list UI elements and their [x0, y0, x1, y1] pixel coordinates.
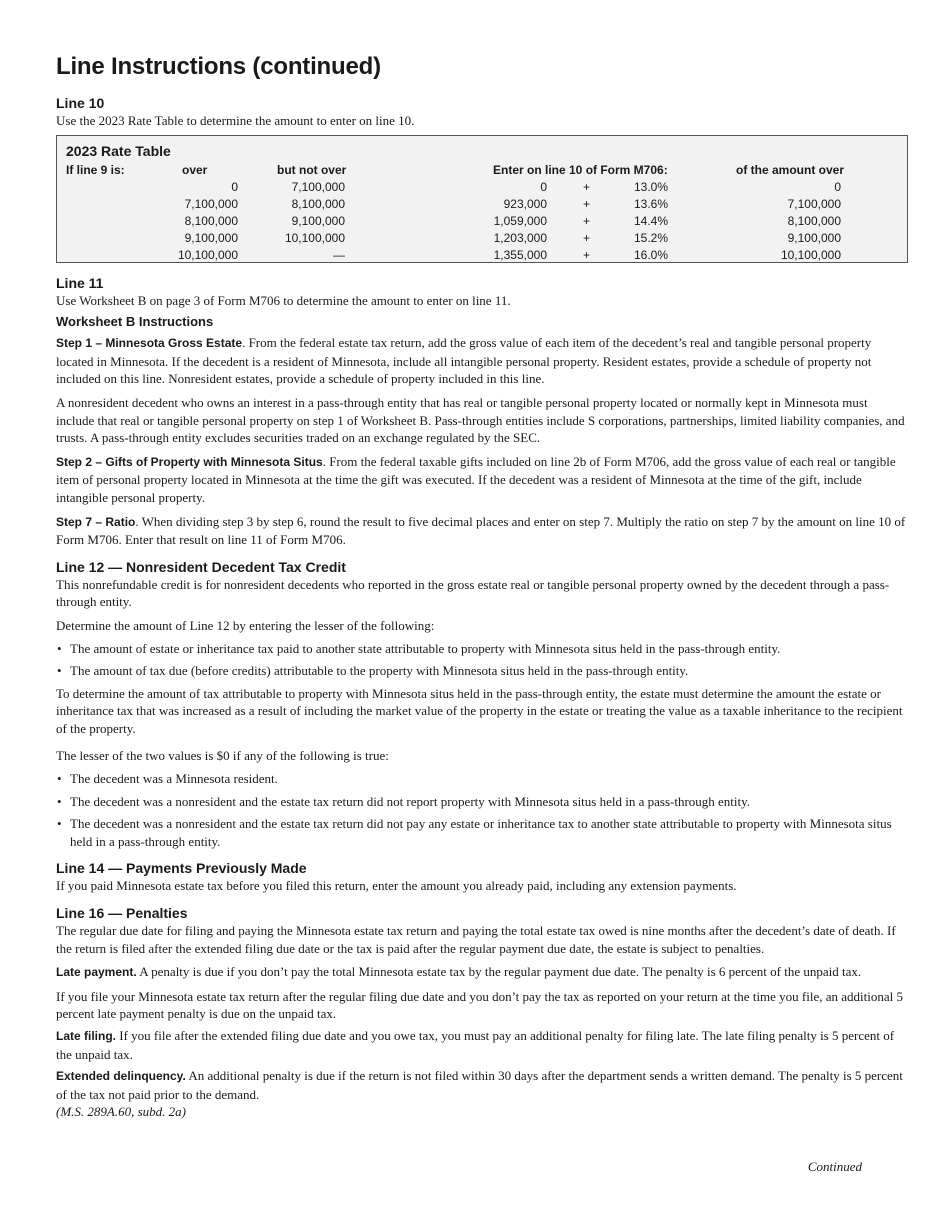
- table-row: [66, 179, 886, 196]
- line-16-intro: The regular due date for filing and paying the Minnesota estate tax return and paying the total estate tax owed is nine months after the decedent’s date of death. If the return is filed after the extended filing due date or the tax is paid after the regular payment due date, the estate is subject to penalties.: [56, 923, 896, 956]
- document-page: [56, 50, 908, 1121]
- table-row: [66, 213, 886, 230]
- line-10-heading: Line 10: [56, 95, 105, 111]
- header-enter: Enter on line 10 of Form M706:: [493, 162, 668, 177]
- cell-amount-over: 7,100,000: [787, 196, 841, 211]
- extended-delinquency-paragraph: [56, 1067, 908, 1103]
- step-2-text: . From the federal taxable gifts included on line 2b of Form M706, add the gross value of each real or tangible item of personal property located in Minnesota at the time the gift was executed. If the decedent was a resident of Minnesota at the time of the gift, include intangible personal property.: [56, 453, 896, 505]
- list-item: • The amount of tax due (before credits) attributable to the property with Minnesota situs held in the pass-through entity.: [56, 662, 908, 680]
- cell-over: 8,100,000: [184, 213, 238, 228]
- cell-rate: 13.0%: [633, 179, 668, 194]
- rate-table: [66, 162, 886, 264]
- step-2-lead: Step 2 – Gifts of Property with Minnesota Situs: [56, 454, 323, 469]
- cell-plus: +: [583, 247, 591, 262]
- cell-plus: +: [583, 213, 591, 228]
- cell-amount-over: 10,100,000: [780, 247, 841, 262]
- cell-but-not-over: 10,100,000: [284, 230, 345, 245]
- cell-rate: 16.0%: [633, 247, 668, 262]
- list-item: • The amount of estate or inheritance tax paid to another state attributable to property with Minnesota situs held in the pass-through entity.: [56, 640, 908, 658]
- line-11-text: Use Worksheet B on page 3 of Form M706 to determine the amount to enter on line 11.: [56, 292, 511, 308]
- cell-rate: 14.4%: [633, 213, 668, 228]
- cell-plus: +: [583, 179, 591, 194]
- table-row: [66, 230, 886, 247]
- line-16-section: [56, 905, 908, 1121]
- lesser-of-list: [56, 640, 908, 680]
- rate-table-box: [56, 135, 908, 263]
- cell-rate: 13.6%: [633, 196, 668, 211]
- header-but-not-over: but not over: [277, 162, 347, 177]
- step-1-paragraph: [56, 334, 908, 388]
- line-11-heading: Line 11: [56, 274, 104, 291]
- line-12-section: [56, 559, 908, 851]
- page-title: Line Instructions (continued): [56, 53, 381, 80]
- table-row: [66, 247, 886, 264]
- cell-but-not-over: 7,100,000: [291, 179, 345, 194]
- cell-amount-over: 8,100,000: [787, 213, 841, 228]
- line-11-section: [56, 275, 908, 549]
- step-1-text: . From the federal estate tax return, add the gross value of each item of the decedent’s real and tangible personal property located in Minnesota. If the decedent is a resident of Minnesota, include all intangible personal property. Resident estates, provide a schedule of property not included on this line. Nonresident estates, provide a schedule of property included in this line.: [56, 335, 872, 387]
- cell-amount-over: 0: [834, 179, 841, 194]
- pass-through-paragraph: A nonresident decedent who owns an interest in a pass-through entity that has real or tangible personal property located or normally kept in Minnesota must include that real or tangible personal property on step 1 of Worksheet B. Pass-through entities include S corporations, partnerships, limited liability companies, and trusts. A pass-through entity excludes securities traded on an exchange regulated by the SEC.: [56, 394, 905, 446]
- continued-label: Continued: [807, 1159, 862, 1174]
- table-row: [66, 196, 886, 213]
- line-12-intro: This nonrefundable credit is for nonresident decedents who reported in the gross estate real or tangible personal property owned by the decedent through a pass-through entity.: [56, 576, 890, 610]
- line-12-lesser: The lesser of the two values is $0 if any of the following is true:: [56, 748, 389, 764]
- late-filing-paragraph: [56, 1027, 908, 1063]
- cell-over: 9,100,000: [184, 230, 238, 245]
- cell-over: 10,100,000: [177, 247, 238, 262]
- cell-plus: +: [583, 196, 591, 211]
- extended-delinquency-text: An additional penalty is due if the return is not filed within 30 days after the department sends a written demand. The penalty is 5 percent of the tax not paid prior to the demand.: [56, 1068, 903, 1102]
- zero-conditions-list: [56, 770, 908, 850]
- rate-table-header: [66, 162, 886, 179]
- cell-enter: 1,355,000: [493, 247, 547, 262]
- line-10-text: Use the 2023 Rate Table to determine the amount to enter on line 10.: [56, 113, 415, 128]
- late-filing-lead: Late filing.: [56, 1029, 116, 1043]
- cell-enter: 0: [540, 179, 547, 194]
- list-item: • The decedent was a nonresident and the estate tax return did not pay any estate or inheritance tax to another state attributable to property with Minnesota situs held in a pass-through entity.: [56, 815, 908, 850]
- line-12-determine: Determine the amount of Line 12 by entering the lesser of the following:: [56, 617, 435, 633]
- cell-but-not-over: —: [333, 247, 345, 262]
- cell-plus: +: [583, 230, 591, 245]
- line-14-section: [56, 860, 908, 895]
- statute-citation: (M.S. 289A.60, subd. 2a): [56, 1104, 186, 1120]
- line-14-text: If you paid Minnesota estate tax before you filed this return, enter the amount you already paid, including any extension payments.: [56, 878, 737, 894]
- cell-amount-over: 9,100,000: [787, 230, 841, 245]
- cell-enter: 923,000: [503, 196, 547, 211]
- line-12-heading: Line 12 — Nonresident Decedent Tax Credit: [56, 558, 346, 575]
- late-payment-lead: Late payment.: [56, 965, 137, 980]
- header-over: over: [182, 162, 208, 177]
- cell-over: 0: [231, 179, 238, 194]
- cell-but-not-over: 8,100,000: [291, 196, 345, 211]
- header-amount-over: of the amount over: [736, 162, 845, 177]
- worksheet-b-heading: Worksheet B Instructions: [56, 314, 214, 330]
- cell-rate: 15.2%: [633, 230, 668, 245]
- extended-delinquency-lead: Extended delinquency.: [56, 1069, 186, 1084]
- list-item: • The decedent was a Minnesota resident.: [56, 770, 908, 788]
- cell-enter: 1,203,000: [493, 230, 547, 245]
- late-payment-text: A penalty is due if you don’t pay the total Minnesota estate tax by the regular payment due date. The penalty is 6 percent of the unpaid tax.: [136, 964, 862, 980]
- cell-but-not-over: 9,100,000: [291, 213, 345, 228]
- file-after-paragraph: If you file your Minnesota estate tax return after the regular filing due date and you don’t pay the tax as reported on your return at the time you file, an additional 5 percent late payment penalty is due on the unpaid tax.: [56, 988, 904, 1022]
- list-item: • The decedent was a nonresident and the estate tax return did not report property with Minnesota situs held in a pass-through entity.: [56, 793, 908, 811]
- line-10-section: [56, 95, 908, 263]
- line-16-heading: Line 16 — Penalties: [56, 905, 188, 922]
- late-filing-text: If you file after the extended filing due date and you owe tax, you must pay an additional penalty for filing late. The late filing penalty is 5 percent of the unpaid tax.: [56, 1028, 895, 1062]
- step-7-text: . When dividing step 3 by step 6, round the result to five decimal places and enter on step 7. Multiply the ratio on step 7 by the amount on line 10 of Form M706. Enter that result on line 11 of Form M706.: [56, 513, 906, 548]
- cell-enter: 1,059,000: [493, 213, 547, 228]
- line-14-heading: Line 14 — Payments Previously Made: [56, 860, 307, 877]
- step-7-paragraph: [56, 513, 908, 549]
- line-12-attributable: To determine the amount of tax attributable to property with Minnesota situs held in the pass-through entity, the estate must determine the amount the estate or inheritance tax that was increased as a result of including the market value of the property in the estate or treating the value as a taxable inheritance to the recipient of the property.: [56, 685, 903, 736]
- rate-table-title: 2023 Rate Table: [66, 142, 171, 159]
- header-if-line: If line 9 is:: [66, 162, 125, 177]
- step-1-lead: Step 1 – Minnesota Gross Estate: [56, 336, 243, 351]
- step-2-paragraph: [56, 453, 908, 507]
- step-7-lead: Step 7 – Ratio: [56, 514, 136, 529]
- cell-over: 7,100,000: [184, 196, 238, 211]
- late-payment-paragraph: [56, 963, 908, 982]
